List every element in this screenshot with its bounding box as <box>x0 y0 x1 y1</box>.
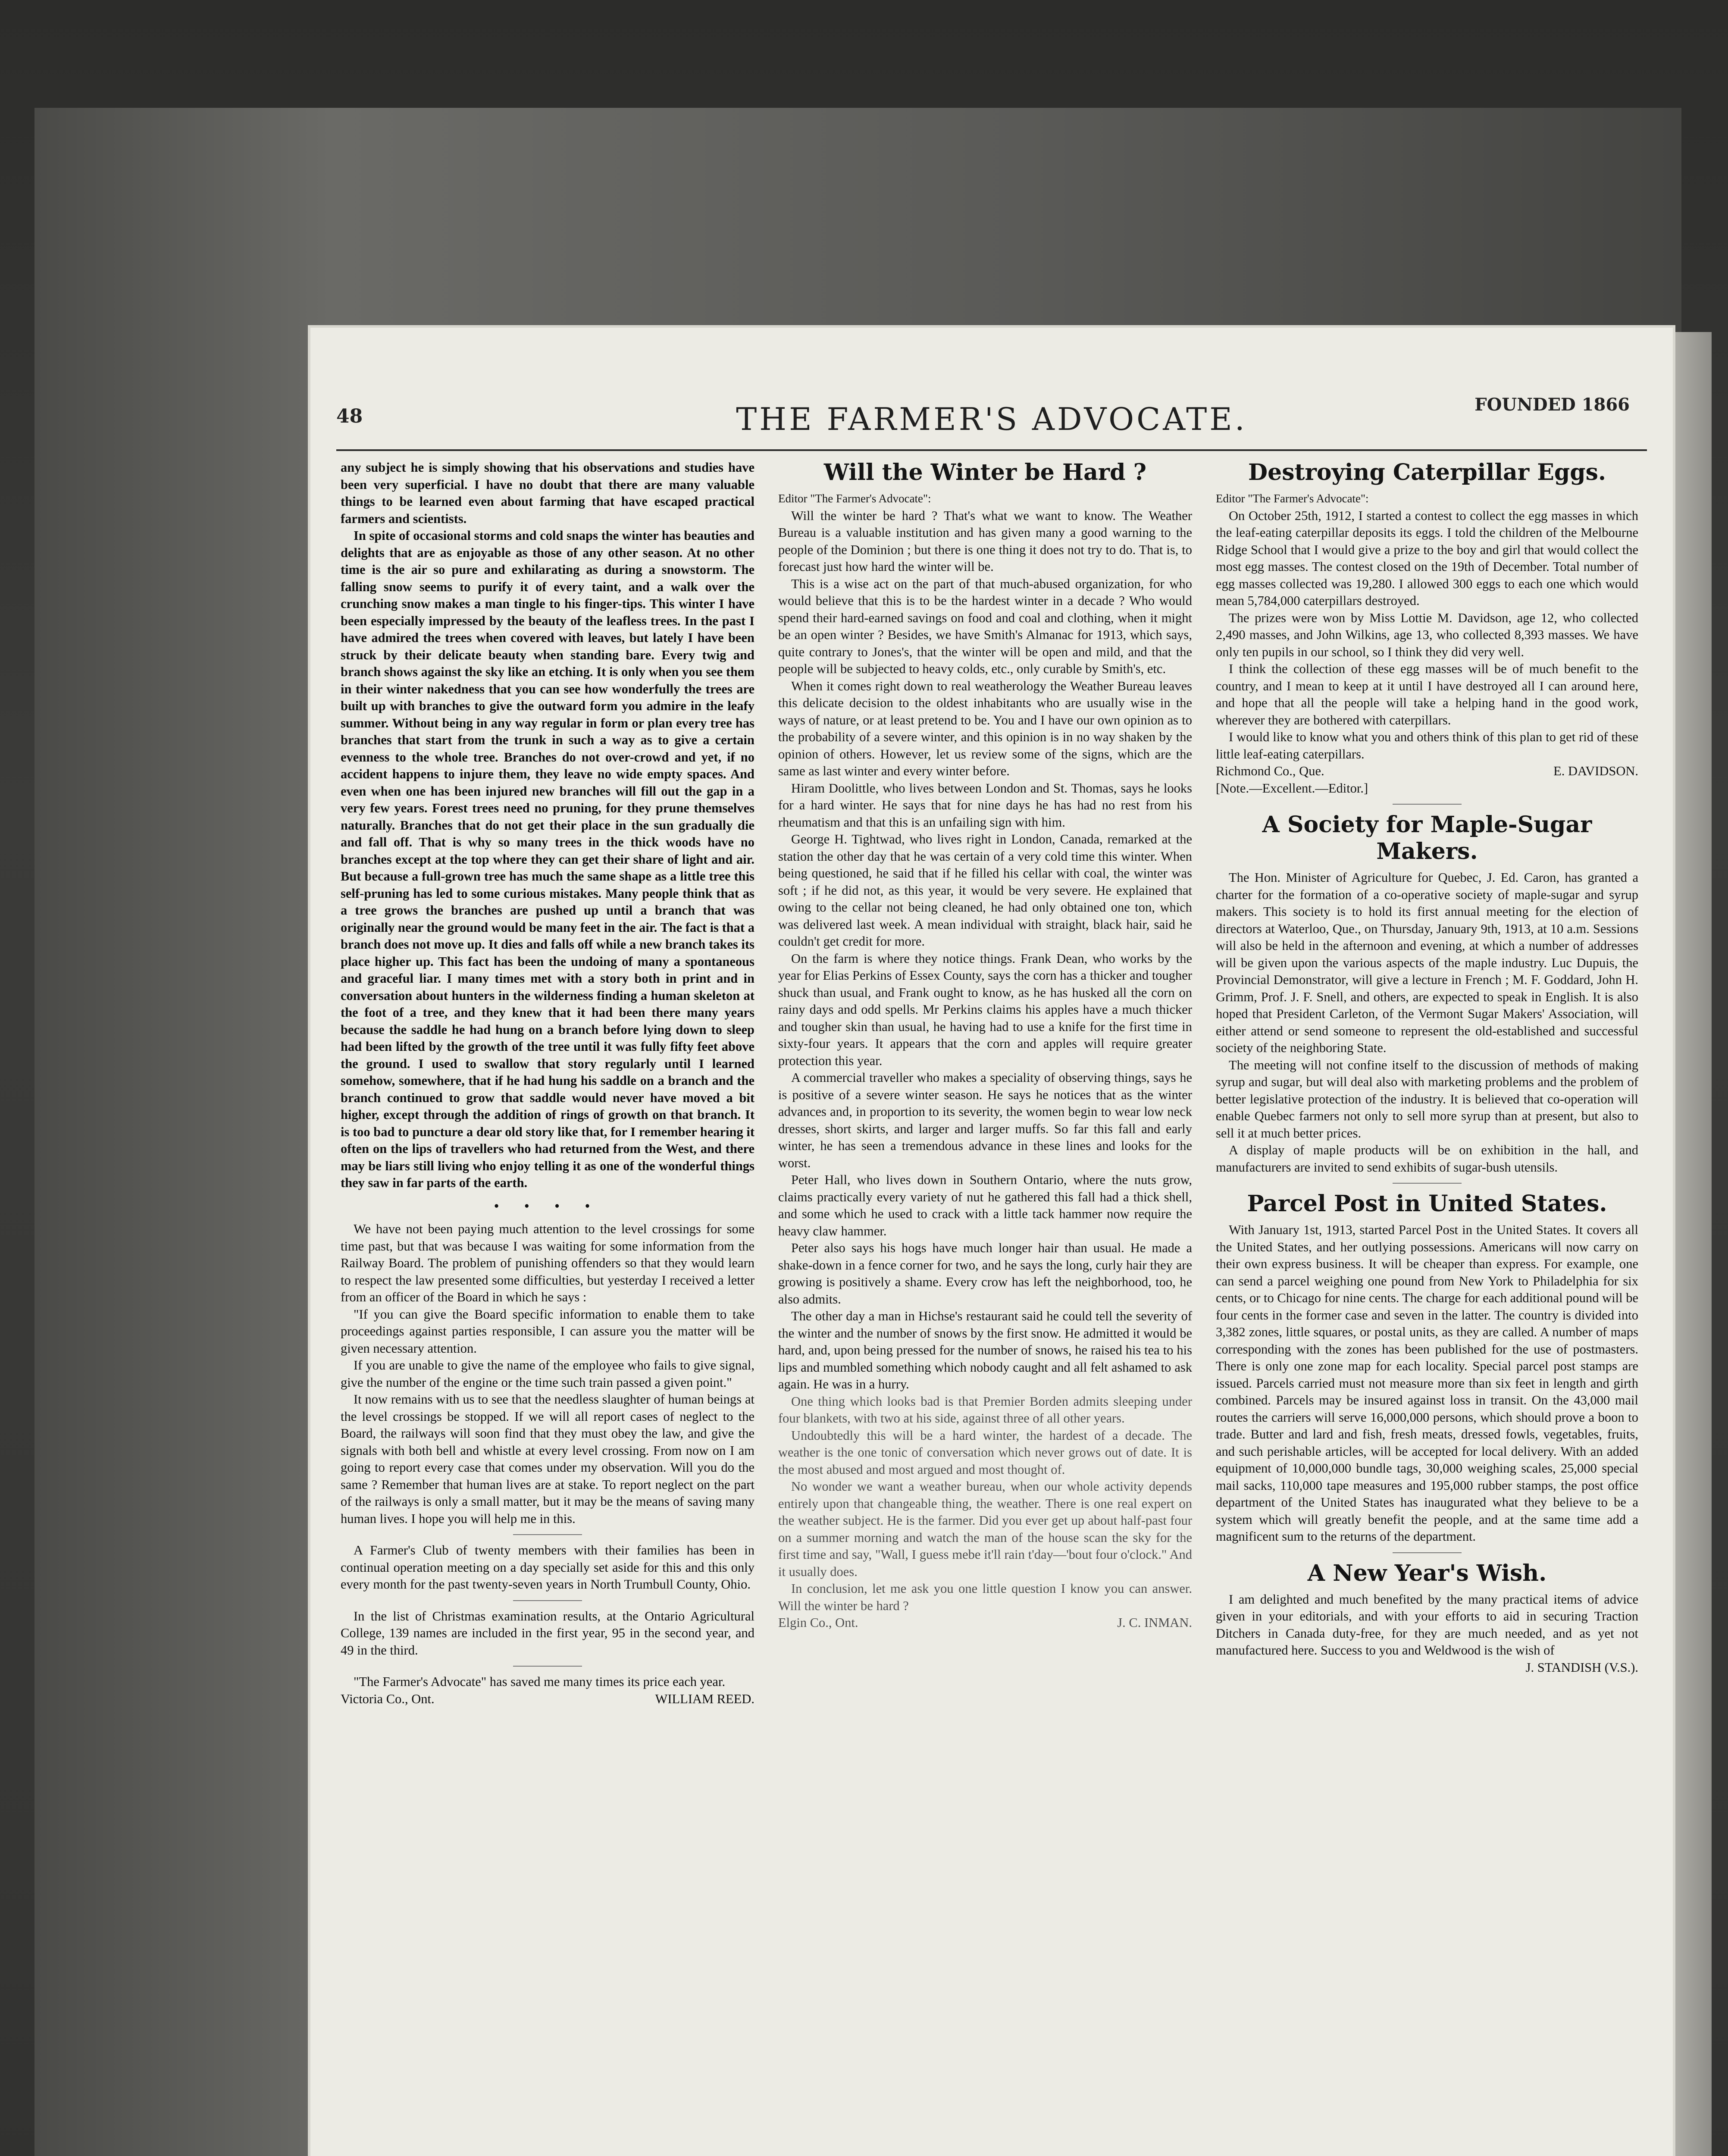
signature-location: Richmond Co., Que. <box>1216 764 1324 778</box>
paragraph: George H. Tightwad, who lives right in London, Canada, remarked at the station the other day that he was certain of a very cold time this winter. When being questioned, he said that if he filled his cellar with coal, the winter was soft ; if he did not, as this year, it would be very severe. He explained that owing to the cellar not being cleaned, he had only obtained one ton, which was delivered last week. A mean individual with straight, black hair, said he couldn't get credit for more. <box>778 832 1192 949</box>
paragraph: The other day a man in Hichse's restaurant said he could tell the severity of the winter and the number of snows by the first snow. He admitted it would be hard, and, upon being pressed for the number of snows, he raised his tea to his lips and mumbled something which nobody caught and all felt ashamed to ask again. He was in a hurry. <box>778 1309 1192 1391</box>
paragraph: A commercial traveller who makes a speciality of observing things, says he is positive of a severe winter season. He says he notices that as the winter advances and, in proportion to its severity, the women begin to wear low neck dresses, short skirts, and larger and larger muffs. So far this fall and early winter, he has seen a tremendous advance in these lines and looks for the worst. <box>778 1070 1192 1170</box>
separator <box>513 1666 582 1667</box>
paragraph: No wonder we want a weather bureau, when our whole activity depends entirely upon that changeable thing, the weather. There is one real expert on the weather subject. He is the farmer. Did you ever get up about half-past four on a summer morning and watch the man of the house scan the sky for the first time and say, "Wall, I guess mebe it'll rain t'day—'bout four o'clock." And it usually does. <box>778 1479 1192 1579</box>
signature-name: WILLIAM REED. <box>655 1691 754 1706</box>
paragraph: In the list of Christmas examination results, at the Ontario Agricultural College, 139 names are included in the first year, 95 in the second year, and 49 in the third. <box>341 1608 754 1658</box>
paragraph: A display of maple products will be on exhibition in the hall, and manufacturers are invited to send exhibits of sugar-bush utensils. <box>1216 1143 1638 1175</box>
page-number: 48 <box>336 405 363 427</box>
paragraph: I think the collection of these egg masses will be of much benefit to the country, and I mean to keep at it until I have destroyed all I can around here, and hope that all the people will take a helping hand in the good work, wherever they are bothered with caterpillars. <box>1216 661 1638 727</box>
signature-name: E. DAVIDSON. <box>1553 764 1638 778</box>
paragraph: On October 25th, 1912, I started a contest to collect the egg masses in which the leaf-eating caterpillar deposits its eggs. I told the children of the Melbourne Ridge School that I would give a prize to the boy and girl that would collect the most egg masses. The contest closed on the 19th of December. Total number of egg masses collected was 19,280. I allowed 300 eggs to each one which would mean 5,784,000 caterpillars destroyed. <box>1216 508 1638 608</box>
paragraph: We have not been paying much attention to the level crossings for some time past, but that was because I was waiting for some information from the Railway Board. The problem of punishing offenders so that they would learn to respect the law presented some difficulties, but yesterday I received a letter from an officer of the Board in which he says : <box>341 1222 754 1304</box>
editor-salutation: Editor "The Farmer's Advocate": <box>1216 492 1369 505</box>
signature-line <box>1216 763 1638 780</box>
paragraph: Peter Hall, who lives down in Southern Ontario, where the nuts grow, claims practically every variety of nut he gathered this fall had a thick shell, and some which he used to crack with a little tack hammer now require the heavy claw hammer. <box>778 1172 1192 1238</box>
paragraph: Will the winter be hard ? That's what we want to know. The Weather Bureau is a valuable institution and has given many a good warning to the people of the Dominion ; but there is one thing it does not try to do. That is, to forecast just how hard the winter will be. <box>778 508 1192 574</box>
masthead: THE FARMER'S ADVOCATE. <box>736 401 1247 437</box>
newspaper-page <box>310 328 1673 2156</box>
paragraph: "If you can give the Board specific information to enable them to take proceedings against parties responsible, I can assure you the matter will be given necessary attention. <box>341 1307 754 1356</box>
column-right <box>1216 459 1638 2156</box>
signature-name: J. STANDISH (V.S.). <box>1525 1660 1638 1675</box>
paragraph: Peter also says his hogs have much longer hair than usual. He made a shake-down in a fence corner for two, and he says the long, curly hair they are growing is positively a shame. Every crow has left the neighborhood, too, he also admits. <box>778 1241 1192 1307</box>
signature-line <box>341 1691 754 1708</box>
headline: Will the Winter be Hard ? <box>823 459 1147 486</box>
signature-line <box>778 1614 1192 1632</box>
paragraph: I would like to know what you and others think of this plan to get rid of these little leaf-eating caterpillars. <box>1216 730 1638 761</box>
section-divider-stars: • • • • <box>494 1198 601 1213</box>
signature-name: J. C. INMAN. <box>1117 1615 1192 1630</box>
headline: Parcel Post in United States. <box>1247 1191 1607 1217</box>
paragraph: A Farmer's Club of twenty members with their families has been in continual operation meeting on a day specially set aside for this and this only every month for the past twenty-seven years in North Trumbull County, Ohio. <box>341 1543 754 1592</box>
editor-salutation: Editor "The Farmer's Advocate": <box>778 492 931 505</box>
paragraph: If you are unable to give the name of the employee who fails to give signal, give the number of the engine or the time such train passed a given point." <box>341 1358 754 1390</box>
paragraph: This is a wise act on the part of that much-abused organization, for who would believe that this is to be the hardest winter in a decade ? Who would spend their hard-earned savings on food and coal and clothing, when it might be an open winter ? Besides, we have Smith's Almanac for 1913, which says, quite contrary to Jones's, that the winter will be open and mild, and that the people will be subjected to heavy colds, etc., only curable by Smith's, etc. <box>778 576 1192 676</box>
paragraph: In spite of occasional storms and cold snaps the winter has beauties and delights that are as enjoyable as those of any other season. At no other time is the air so pure and exhilarating as during a snowstorm. The falling snow seems to purify it of every taint, and a walk over the crunching snow makes a man tingle to his finger-tips. This winter I have been especially impressed by the beauty of the leafless trees. In the past I have admired the trees when covered with leaves, but lately I have been struck by their delicate beauty when standing bare. Every twig and branch shows against the sky like an etching. It is only when you see them in their winter nakedness that you can see how wonderfully the trees are built up with branches to give the outward form you admire in the leafy summer. Without being in any way regular in form or plan every tree has branches that start from the trunk in such a way as to give a certain evenness to the whole tree. Branches do not over-crowd and yet, if no accident happens to injure them, they leave no wide empty spaces. And even when one has been injured new branches will fill out the gap in a very few years. Forest trees need no pruning, for they prune themselves naturally. Branches that do not get their place in the sun gradually die and fall off. That is why so many trees in the thick woods have no branches except at the top where they can get their share of light and air. But because a full-grown tree has much the same shape as a little tree this self-pruning has led to some curious mistakes. Many people think that as a tree grows the branches are pushed up until a branch that was originally near the ground would be many feet in the air. The fact is that a branch does not move up. It dies and falls off while a new branch takes its place higher up. This fact has been the undoing of many a spontaneous and graceful liar. I many times met with a story both in print and in conversation about hunters in the wilderness finding a human skeleton at the foot of a tree, and they knew that it had been there many years because the saddle he had hung on a branch before lying down to sleep had been lifted by the growth of the tree until it was fully fifty feet above the ground. I used to swallow that story regularly until I learned somehow, somewhere, that if he had hung his saddle on a branch and the branch continued to grow that saddle would never have moved a bit higher, except through the addition of rings of growth on that branch. It is too bad to puncture a dear old story like that, for I remember hearing it often on the lips of travellers who had returned from the West, and there may be liars still living who enjoy telling it as one of the wonderful things they saw in far parts of the earth. <box>341 528 754 1190</box>
separator <box>513 1534 582 1535</box>
paragraph: In conclusion, let me ask you one little question I know you can answer. Will the winter be hard ? <box>778 1581 1192 1613</box>
separator <box>1393 1183 1462 1184</box>
founded-note: FOUNDED 1866 <box>1474 395 1630 415</box>
paragraph: On the farm is where they notice things. Frank Dean, who works by the year for Elias Perkins of Essex County, says the corn has a thicker and tougher shuck than usual, and Frank ought to know, as he has husked all the corn on rainy days and odd spells. Mr Perkins claims his apples have a much thicker and tougher skin than usual, he having had to use a knife for the first time in sixty-four years. It appears that the corn and apples will require greater protection this year. <box>778 951 1192 1068</box>
paragraph: One thing which looks bad is that Premier Borden admits sleeping under four blankets, with two at his side, against three of all other years. <box>778 1394 1192 1426</box>
paragraph: The prizes were won by Miss Lottie M. Davidson, age 12, who collected 2,490 masses, and John Wilkins, age 13, who collected 8,393 masses. We have only ten pupils in our school, so I think they did very well. <box>1216 610 1638 659</box>
paragraph: Hiram Doolittle, who lives between London and St. Thomas, says he looks for a hard winter. He says that for nine days he has had no rest from his rheumatism and that this is an unfailing sign with him. <box>778 780 1192 830</box>
paragraph: I am delighted and much benefited by the many practical items of advice given in your editorials, and with your efforts to aid in securing Traction Ditchers in Canada duty-free, for they are much needed, and as yet not manufactured here. Success to you and Weldwood is the wish of <box>1216 1592 1638 1658</box>
signature-location: Victoria Co., Ont. <box>341 1691 435 1706</box>
column-middle <box>778 459 1192 2156</box>
paragraph: With January 1st, 1913, started Parcel Post in the United States. It covers all the United States, and her outlying possessions. Americans will now carry on their own express business. It will be cheaper than express. For example, one can send a parcel weighing one pound from New York to Philadelphia for six cents, or to Chicago for nine cents. The charge for each additional pound will be four cents in the former case and seven in the latter. The country is divided into 3,382 zones, little squares, or postal units, as they are called. A number of maps corresponding with the zones has been published for the use of postmasters. There is only one zone map for each locality. Special parcel post stamps are issued. Parcels carried must not measure more than six feet in length and girth combined. Parcels may be insured against loss in transit. On the 43,000 mail routes the carriers will serve 16,000,000 persons, which should prove a boon to trade. Butter and lard and fish, fresh meats, dressed fowls, vegetables, fruits, and such perishable articles, will be accepted for local delivery. With an added equipment of 10,000,000 bundle tags, 30,000 weighing scales, 25,000 special mail sacks, 110,000 tape measures and 195,000 rubber stamps, the post office department of the United States has inaugurated what they believe to be a system which will greatly benefit the people, and at the same time add a magnificent sum to the returns of the department. <box>1216 1222 1638 1544</box>
separator <box>513 1600 582 1601</box>
headline: A New Year's Wish. <box>1307 1560 1547 1586</box>
signature-location: Elgin Co., Ont. <box>778 1615 858 1630</box>
paragraph: The meeting will not confine itself to the discussion of methods of making syrup and sugar, but will deal also with marketing problems and the problem of better legislative protection of the industry. It is believed that co-operation will enable Quebec farmers not only to sell more syrup than at present, but also to sell it at much better prices. <box>1216 1057 1638 1141</box>
headline: Destroying Caterpillar Eggs. <box>1248 459 1606 486</box>
headline: A Society for Maple-Sugar Makers. <box>1262 812 1592 865</box>
column-left <box>341 459 754 2156</box>
paragraph: "The Farmer's Advocate" has saved me many times its price each year. <box>354 1674 726 1689</box>
paragraph: When it comes right down to real weatherology the Weather Bureau leaves this delicate decision to the oldest inhabitants who are usually wise in the ways of nature, or at least pretend to be. You and I have our own opinion as to the probability of a severe winter, and this opinion is in no way shaken by the opinion of others. However, let us review some of the signs, which are the same as last winter and every winter before. <box>778 678 1192 778</box>
paragraph: any subject he is simply showing that his observations and studies have been very superficial. I have no doubt that there are many valuable things to be learned even about farming that have escaped practical farmers and scientists. <box>341 460 754 526</box>
paragraph: The Hon. Minister of Agriculture for Quebec, J. Ed. Caron, has granted a charter for the formation of a co-operative society of maple-sugar and syrup makers. This society is to hold its first annual meeting for the election of directors at Waterloo, Que., on Thursday, January 9th, 1913, at 10 a.m. Sessions will also be held in the afternoon and evening, at which a number of addresses will be given upon the various aspects of the maple industry. Luc Dupuis, the Provincial Demonstrator, will give a lecture in French ; M. F. Goddard, John H. Grimm, Prof. J. F. Snell, and others, are expected to speak in English. It is also hoped that President Carleton, of the Vermont Sugar Makers' Association, will either attend or send someone to represent the old-established and successful society of the neighboring State. <box>1216 870 1638 1055</box>
separator <box>1393 804 1462 805</box>
page-header <box>336 395 1647 444</box>
editor-note: [Note.—Excellent.—Editor.] <box>1216 780 1368 796</box>
separator <box>1393 1552 1462 1553</box>
paragraph: It now remains with us to see that the needless slaughter of human beings at the level crossings be stopped. If we will all report cases of neglect to the Board, the railways will soon find that they must obey the law, and give the signals with both bell and whistle at every level crossing. From now on I am going to report every case that comes under my observation. Will you do the same ? Remember that human lives are at stake. To report neglect on the part of the railways is only a small matter, but it may be the means of saving many human lives. I hope you will help me in this. <box>341 1392 754 1526</box>
header-rule <box>336 449 1647 451</box>
paragraph: Undoubtedly this will be a hard winter, the hardest of a decade. The weather is the one tonic of conversation which never grows out of date. It is the most abused and most argued and most thought of. <box>778 1428 1192 1477</box>
